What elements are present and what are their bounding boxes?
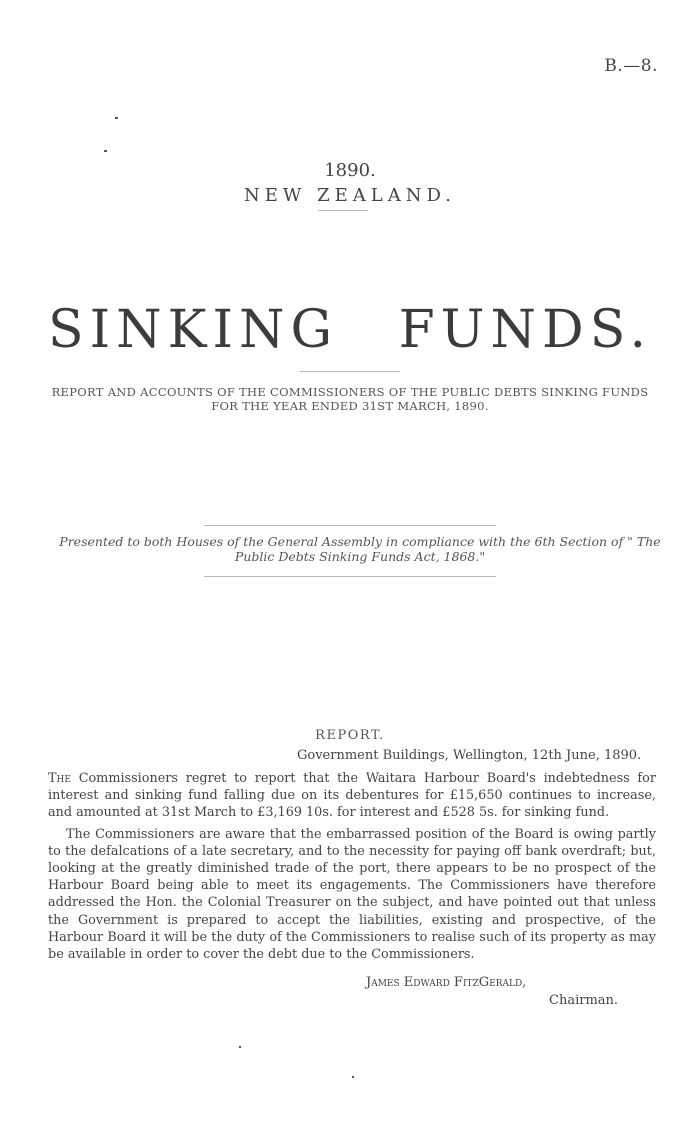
document-year: 1890. xyxy=(324,160,376,181)
subtitle-line: REPORT AND ACCOUNTS OF THE COMMISSIONERS OF THE PUBLIC DEBTS SINKING FUNDS xyxy=(51,385,649,399)
print-speck xyxy=(352,1076,354,1078)
paragraph-lead: The xyxy=(48,771,71,786)
report-paragraph xyxy=(48,770,656,822)
signatory-title: Chairman. xyxy=(549,993,619,1008)
divider xyxy=(318,210,368,211)
paragraph-text: Commissioners regret to report that the Waitara Harbour Board's indebtedness for interest and sinking fund falling due on its debentures for £15,650 continues to increase, and amounted at 31st March to £3,169 10s. for interest and £528 5s. for sinking fund. xyxy=(48,771,656,821)
print-speck xyxy=(104,150,107,152)
divider xyxy=(204,576,496,577)
document-country: NEW ZEALAND. xyxy=(244,185,456,206)
report-heading: REPORT. xyxy=(315,728,385,743)
signatory-name: James Edward FitzGerald, xyxy=(366,975,527,990)
report-body xyxy=(48,770,656,967)
presentation-line: Presented to both Houses of the General Assembly in compliance with the 6th Section of " The xyxy=(59,534,661,549)
print-speck xyxy=(115,117,118,119)
presentation-note xyxy=(40,534,680,564)
report-dateline: Government Buildings, Wellington, 12th June, 1890. xyxy=(297,748,642,763)
print-speck xyxy=(239,1046,241,1048)
divider xyxy=(300,371,400,372)
report-paragraph: The Commissioners are aware that the embarrassed position of the Board is owing partly to the defalcations of a late secretary, and to the necessity for paying off bank overdraft; but, looking at the greatly diminished trade of the port, there appears to be no prospect of the Harbour Board being able to meet its engagements. The Commissioners have therefore addressed the Hon. the Colonial Treasurer on the subject, and have pointed out that unless the Government is prepared to accept the liabilities, existing and prospective, of the Harbour Board it will be the duty of the Commissioners to realise such of its property as may be available in order to cover the debt due to the Commissioners. xyxy=(48,826,656,963)
document-reference: B.—8. xyxy=(604,56,658,76)
document-title: SINKING FUNDS. xyxy=(47,300,652,360)
subtitle-line: FOR THE YEAR ENDED 31ST MARCH, 1890. xyxy=(211,399,489,413)
presentation-line: Public Debts Sinking Funds Act, 1868." xyxy=(234,549,486,564)
document-subtitle xyxy=(0,385,700,413)
divider xyxy=(204,525,496,526)
